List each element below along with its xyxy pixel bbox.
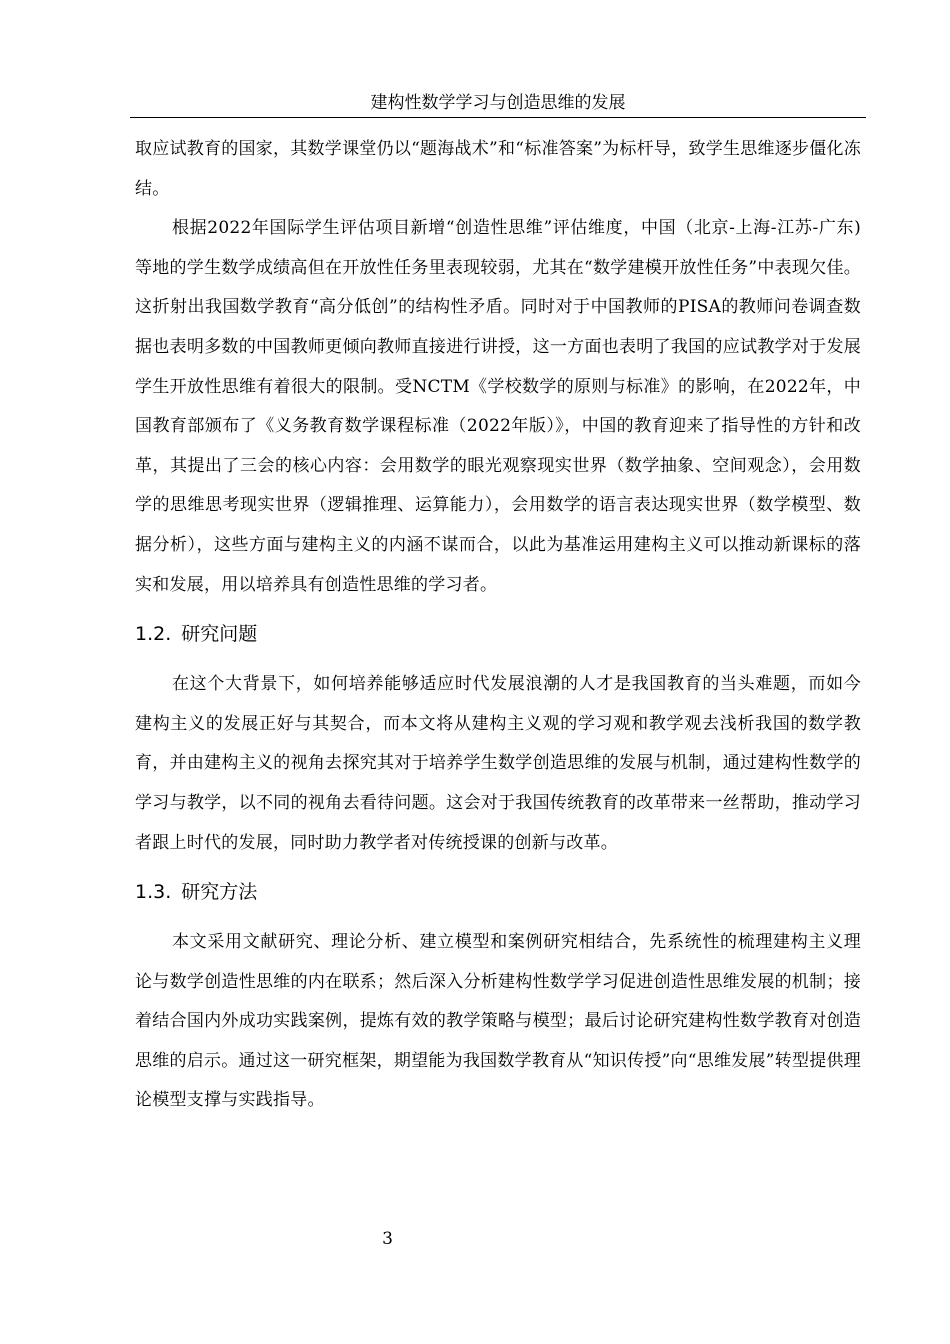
running-header-title: 建构性数学学习与创造思维的发展 (370, 93, 626, 113)
paragraph-pisa-background: 根据2022年国际学生评估项目新增“创造性思维”评估维度，中国（北京-上海-江苏-广东)等地的学生数学成绩高但在开放性任务里表现较弱，尤其在“数学建模开放性任务”中表现欠佳。这折射出我国数学教育“高分低创”的结构性矛盾。同时对于中国教师的PISA的教师问卷调查数据也表明多数的中国教师更倾向教师直接进行讲授，这一方面也表明了我国的应试教学对于发展学生开放性思维有着很大的限制。受NCTM《学校数学的原则与标准》的影响，在2022年，中国教育部颁布了《义务教育数学课程标准（2022年版）》，中国的教育迎来了指导性的方针和改革，其提出了三会的核心内容：会用数学的眼光观察现实世界（数学抽象、空间观念），会用数学的思维思考现实世界（逻辑推理、运算能力），会用数学的语言表达现实世界（数学模型、数据分析），这些方面与建构主义的内涵不谋而合，以此为基准运用建构主义可以推动新课标的落实和发展，用以培养具有创造性思维的学习者。 (135, 218, 861, 595)
paragraph-continued: 取应试教育的国家，其数学课堂仍以“题海战术”和“标准答案”为标杆导，致学生思维逐步僵化冻结。 (135, 139, 861, 199)
section-title: 研究问题 (181, 623, 258, 646)
paragraph-research-method: 本文采用文献研究、理论分析、建立模型和案例研究相结合，先系统性的梳理建构主义理论与数学创造性思维的内在联系；然后深入分析建构性数学学习促进创造性思维发展的机制；接着结合国内外成功实践案例，提炼有效的教学策略与模型；最后讨论研究建构性数学教育对创造思维的启示。通过这一研究框架，期望能为我国数学教育从“知识传授”向“思维发展”转型提供理论模型支撑与实践指导。 (135, 932, 861, 1111)
section-heading-research-method (135, 873, 861, 911)
section-heading-research-question (135, 615, 861, 653)
paragraph-research-question: 在这个大背景下，如何培养能够适应时代发展浪潮的人才是我国教育的当头难题，而如今建构主义的发展正好与其契合，而本文将从建构主义观的学习观和教学观去浅析我国的数学教育，并由建构主义的视角去探究其对于培养学生数学创造思维的发展与机制，通过建构性数学的学习与教学，以不同的视角去看待问题。这会对于我国传统教育的改革带来一丝帮助，推动学习者跟上时代的发展，同时助力教学者对传统授课的创新与改革。 (135, 674, 861, 853)
section-number: 1.3. (135, 881, 172, 904)
header-rule (130, 117, 866, 118)
body-text (135, 130, 861, 1121)
section-title: 研究方法 (181, 881, 258, 904)
section-number: 1.2. (135, 623, 172, 646)
page-number: 3 (382, 1229, 393, 1249)
